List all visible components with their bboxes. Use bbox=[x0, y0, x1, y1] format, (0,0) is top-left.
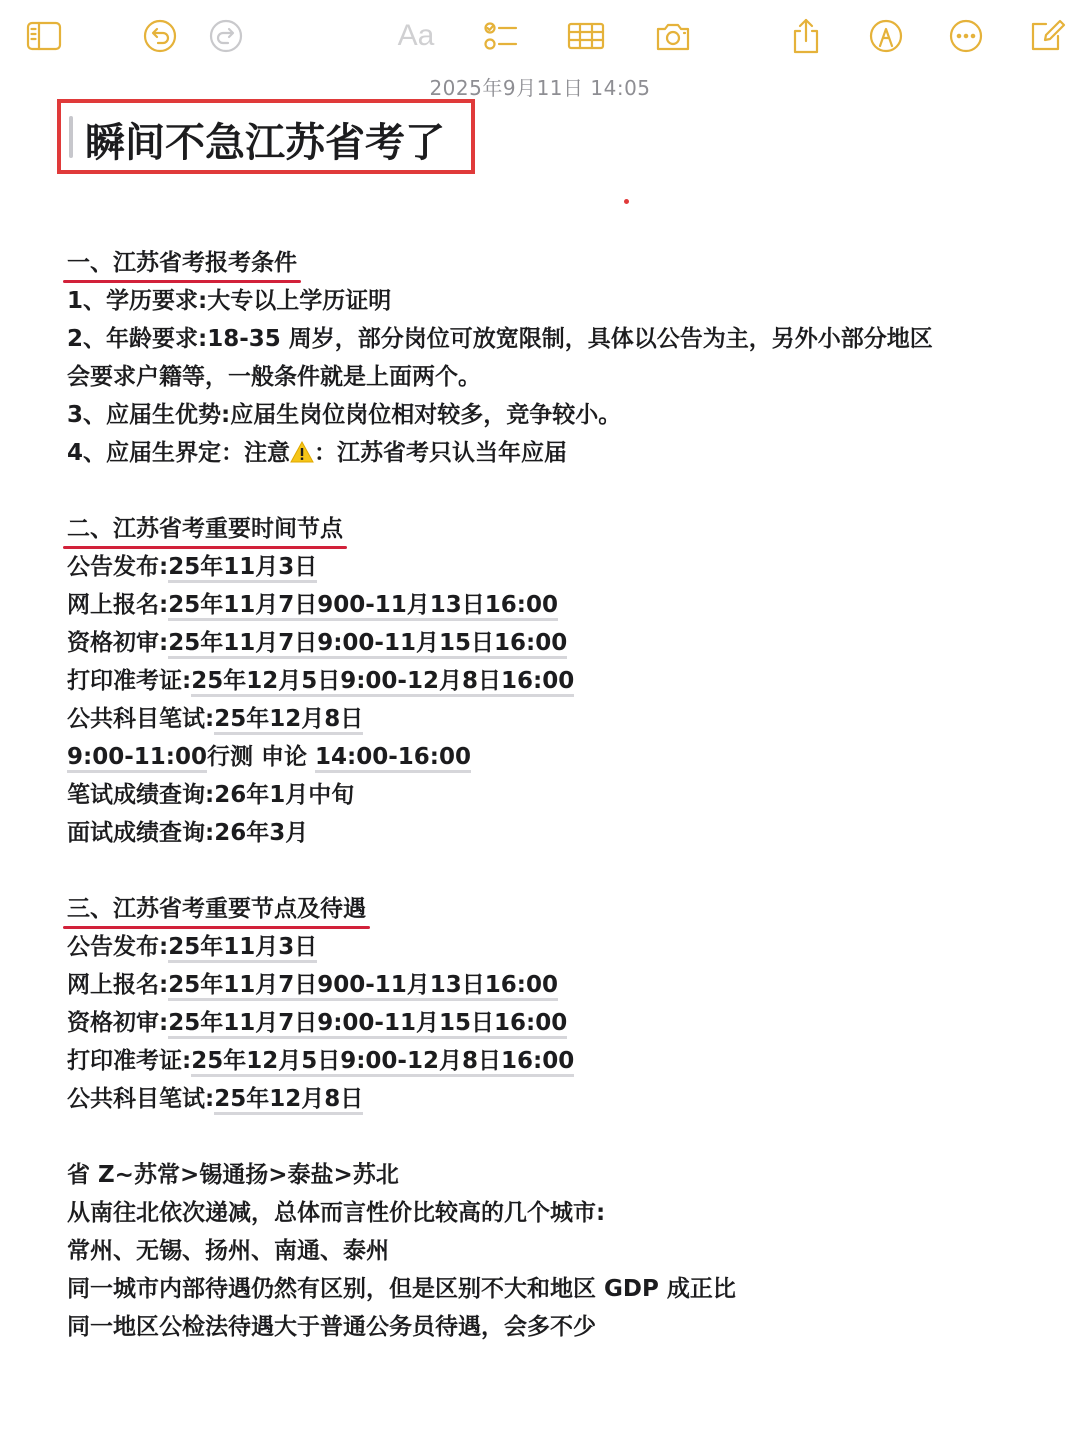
section2-row3: 资格初审:25年11月7日9:00-11月15日16:00 bbox=[67, 624, 1027, 662]
compose-icon[interactable] bbox=[1026, 14, 1070, 58]
section2-row2: 网上报名:25年11月7日900-11月13日16:00 bbox=[67, 586, 1027, 624]
note-timestamp: 2025年9月11日 14:05 bbox=[429, 76, 651, 100]
section4-line1: 省 Z~苏常>锡通扬>泰盐>苏北 bbox=[67, 1162, 399, 1188]
section3-row2: 网上报名:25年11月7日900-11月13日16:00 bbox=[67, 966, 1027, 1004]
more-icon[interactable] bbox=[944, 14, 988, 58]
section1-line2: 2、年龄要求:18-35 周岁，部分岗位可放宽限制，具体以公告为主，另外小部分地区 bbox=[67, 326, 933, 352]
section1-line5: 4、应届生界定：注意 ：江苏省考只认当年应届 bbox=[67, 440, 568, 466]
section2-row4: 打印准考证:25年12月5日9:00-12月8日16:00 bbox=[67, 662, 1027, 700]
section3-row4: 打印准考证:25年12月5日9:00-12月8日16:00 bbox=[67, 1042, 1027, 1080]
section3-row3: 资格初审:25年11月7日9:00-11月15日16:00 bbox=[67, 1004, 1027, 1042]
section3-row5: 公共科目笔试:25年12月8日 bbox=[67, 1080, 1027, 1118]
checklist-icon[interactable] bbox=[478, 14, 522, 58]
note-title[interactable]: 瞬间不急江苏省考了 bbox=[85, 120, 445, 166]
toolbar bbox=[0, 0, 1080, 72]
warning-icon bbox=[290, 441, 314, 463]
title-bar bbox=[69, 116, 73, 158]
section4-line4: 同一城市内部待遇仍然有区别，但是区别不大和地区 GDP 成正比 bbox=[67, 1276, 736, 1302]
section2-row8: 面试成绩查询:26年3月 bbox=[67, 820, 309, 846]
section2-row6: 9:00-11:00行测 申论 14:00-16:00 bbox=[67, 738, 1027, 776]
section4-line2: 从南往北依次递减，总体而言性价比较高的几个城市: bbox=[67, 1200, 606, 1226]
section4-line3: 常州、无锡、扬州、南通、泰州 bbox=[67, 1238, 389, 1264]
section4-line5: 同一地区公检法待遇大于普通公务员待遇，会多不少 bbox=[67, 1314, 596, 1340]
redo-icon[interactable] bbox=[204, 14, 248, 58]
section1-line4: 3、应届生优势:应届生岗位岗位相对较多，竞争较小。 bbox=[67, 402, 622, 428]
share-icon[interactable] bbox=[784, 14, 828, 58]
section1-heading: 一、江苏省考报考条件 bbox=[67, 244, 297, 282]
camera-icon[interactable] bbox=[651, 14, 695, 58]
section1-line1: 1、学历要求:大专以上学历证明 bbox=[67, 288, 392, 314]
section3-row1: 公告发布:25年11月3日 bbox=[67, 928, 1027, 966]
section1-line3: 会要求户籍等，一般条件就是上面两个。 bbox=[67, 364, 481, 390]
red-dot bbox=[624, 199, 629, 204]
section2-row7: 笔试成绩查询:26年1月中旬 bbox=[67, 782, 355, 808]
format-label: Aa bbox=[397, 19, 435, 52]
note-body[interactable] bbox=[67, 244, 1027, 1346]
title-highlight-box bbox=[57, 99, 475, 174]
section2-row1: 公告发布:25年11月3日 bbox=[67, 548, 1027, 586]
section2-row5: 公共科目笔试:25年12月8日 bbox=[67, 700, 1027, 738]
markup-pen-icon[interactable] bbox=[864, 14, 908, 58]
sidebar-icon[interactable] bbox=[22, 14, 66, 58]
section3-heading: 三、江苏省考重要节点及待遇 bbox=[67, 890, 366, 928]
section2-heading: 二、江苏省考重要时间节点 bbox=[67, 510, 343, 548]
format-text-button[interactable] bbox=[394, 14, 438, 58]
table-icon[interactable] bbox=[564, 14, 608, 58]
undo-icon[interactable] bbox=[138, 14, 182, 58]
